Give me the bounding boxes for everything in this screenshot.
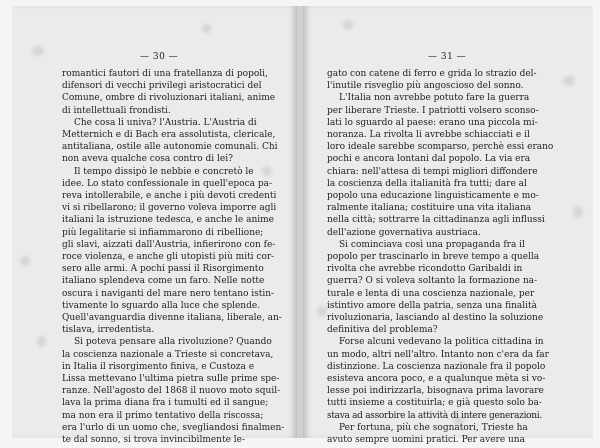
text-line: pochi e ancora lontani dal popolo. La via era [327, 154, 531, 165]
text-line: per liberare Trieste. I patriotti volsero sconso- [327, 105, 539, 116]
text-line: rivoluzionaria, lasciando al destino la soluzione [327, 313, 544, 324]
text-line: Comune, ombre di rivoluzionari italiani, anime [62, 93, 276, 104]
text-line: Il tempo dissipò le nebbie e concretò le [74, 166, 254, 177]
text-line: tislava, irredentista. [62, 325, 155, 336]
text-line: ralmente italiana; costituire una vita italiana [327, 203, 532, 214]
stain [32, 46, 44, 56]
stain [20, 256, 30, 266]
stain [563, 76, 575, 86]
text-line: lesse poi indirizzarla, bisognava prima lavorare [327, 386, 544, 397]
text-line: stava ad assorbire la attività di intere generazioni. [327, 410, 542, 421]
text-line: te dal sonno, si trova invincibilmente le- [62, 435, 246, 446]
text-line: era l'urlo di un uomo che, svegliandosi finalmen- [62, 422, 285, 433]
text-line: guerra? O si voleva soltanto la formazione na- [327, 276, 538, 287]
stain [573, 206, 583, 218]
text-line: dell'azione governativa austriaca. [327, 227, 481, 238]
text-line: idee. Lo stato confessionale in quell'epoca pa- [62, 178, 273, 189]
text-line: L'Italia non avrebbe potuto fare la guerra [339, 93, 530, 104]
text-line: reva intollerabile, e anche i più devoti credenti [62, 191, 277, 202]
text-line: avuto sempre uomini pratici. Per avere una [327, 435, 525, 446]
text-line: Forse alcuni vedevano la politica cittadina in [339, 337, 544, 348]
page-text [327, 68, 557, 446]
text-line: popolo per trascinarlo in breve tempo a quella [327, 252, 540, 263]
text-line: definitiva del problema? [327, 325, 438, 336]
text-line: in Italia il risorgimento finiva, e Custoza e [62, 361, 255, 372]
text-line: chiara: nell'attesa di tempi migliori diffondere [327, 166, 538, 177]
text-line: antitaliana, ostile alle autonomie comunali. Chi [62, 142, 278, 153]
text-line: difensori di vecchi privilegi aristocratici del [62, 81, 262, 92]
left-page [12, 6, 297, 446]
page-text [62, 68, 286, 446]
text-line: Metternich e di Bach era assolutista, clericale, [62, 130, 276, 141]
text-line: più legalitarie si infiammarono di ribellione; [62, 227, 264, 238]
text-line: rivolta che avrebbe ricondotto Garibaldi in [327, 264, 523, 275]
text-line: istintivo amore della patria, senza una finalità [327, 300, 537, 311]
page-number: — 30 — [140, 52, 179, 62]
stain [317, 306, 327, 316]
text-line: la coscienza della italianità fra tutti; dare al [327, 178, 527, 189]
text-line: italiani la istruzione tedesca, e anche le anime [62, 215, 274, 226]
text-line: la coscienza nazionale a Trieste si concretava, [62, 349, 274, 360]
text-line: turale e lenta di una coscienza nazionale, per [327, 288, 535, 299]
text-line: noranza. La rivolta li avrebbe schiacciati e il [327, 130, 530, 141]
text-line: tutti insieme a costituirla; e già questo solo ba- [327, 398, 542, 409]
text-line: esisteva ancora poco, e a qualunque mèta si vo- [327, 374, 546, 385]
text-line: italiano splendeva come un faro. Nelle notte [62, 276, 265, 287]
text-line: ma non era il primo tentativo della riscossa; [62, 410, 264, 421]
text-line: roce violenza, e anche gli utopisti più miti cor- [62, 252, 275, 263]
text-line: vi si ribellarono; il governo voleva imporre agli [62, 203, 277, 214]
text-line: ranze. Nell'agosto del 1868 il nuovo moto squil- [62, 386, 281, 397]
text-line: Quell'avanguardia divenne italiana, liberale, an- [62, 313, 282, 324]
text-line: Lissa mettevano l'ultima pietra sulle prime spe- [62, 374, 280, 385]
text-line: Si poteva pensare alla rivoluzione? Quando [74, 337, 272, 348]
text-line: popolo una educazione linguisticamente e mo- [327, 191, 539, 202]
text-line: loro ideale sarebbe scomparso, perchè essi erano [327, 142, 554, 153]
right-page [303, 6, 593, 446]
text-line: nella città; sottrarre la cittadinanza agli influssi [327, 215, 545, 226]
text-line: gato con catene di ferro e grida lo strazio del- [327, 69, 537, 79]
text-line: gli slavi, aizzati dall'Austria, infierirono con fe- [62, 239, 276, 250]
stain [202, 24, 211, 33]
text-line: Per fortuna, più che sognatori, Trieste ha [339, 422, 528, 433]
text-line: lava la prima diana fra i tumulti ed il sangue; [62, 398, 269, 409]
text-line: non aveva qualche cosa contro di lei? [62, 154, 233, 165]
text-line: tivamente lo sguardo alla luce che splende. [62, 300, 261, 311]
text-line: romantici fautori di una fratellanza di popoli, [62, 69, 268, 79]
stain [37, 336, 46, 347]
text-line: oscura i naviganti del mare nero tentano istin- [62, 288, 275, 299]
page-number: — 31 — [428, 52, 467, 62]
text-line: sero alle armi. A pochi passi il Risorgimento [62, 264, 264, 275]
text-line: Si cominciava così una propaganda fra il [339, 239, 525, 250]
stain [343, 20, 353, 30]
text-line: un modo, altri nell'altro. Intanto non c'era da far [327, 349, 549, 360]
text-line: l'inutile risveglio più angoscioso del sonno. [327, 81, 524, 92]
text-line: Che cosa li univa? l'Austria. L'Austria di [74, 117, 257, 128]
text-line: lati lo sguardo al paese: erano una piccola mi- [327, 117, 538, 128]
text-line: distinzione. La coscienza nazionale fra il popolo [327, 361, 546, 372]
text-line: di intellettuali frondisti. [62, 105, 171, 116]
